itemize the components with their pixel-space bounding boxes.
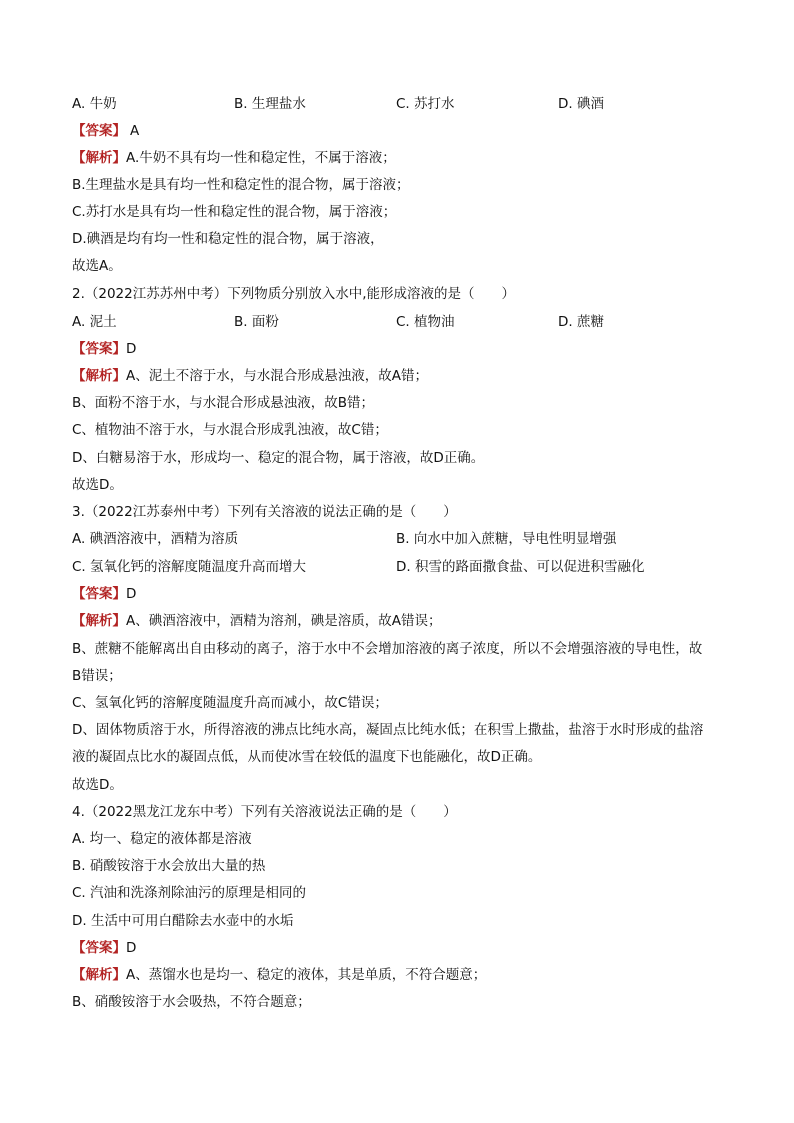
- q1-explanation-line: D.碘酒是均有均一性和稳定性的混合物，属于溶液，: [72, 231, 384, 247]
- q2-answer: [72, 340, 136, 358]
- q4-stem: 4.（2022黑龙江龙东中考）下列有关溶液说法正确的是（ ）: [72, 804, 457, 820]
- answer-value: D: [126, 940, 137, 956]
- explanation-text: A.牛奶不具有均一性和稳定性，不属于溶液；: [126, 150, 396, 166]
- q1-option-d: D. 碘酒: [558, 96, 604, 112]
- explanation-text: A、碘酒溶液中，酒精为溶剂，碘是溶质，故A错误；: [126, 613, 442, 629]
- q1-explanation-line: C.苏打水是具有均一性和稳定性的混合物，属于溶液；: [72, 204, 397, 220]
- q4-option-d: D. 生活中可用白醋除去水壶中的水垢: [72, 913, 294, 929]
- answer-value: D: [126, 341, 137, 357]
- explanation-text: A、泥土不溶于水，与水混合形成悬浊液，故A错；: [126, 368, 428, 384]
- q4-explanation-line: [72, 966, 486, 984]
- answer-label: 【答案】: [72, 940, 126, 956]
- q1-options: [72, 95, 722, 113]
- q2-explanation-line: C、植物油不溶于水，与水混合形成乳浊液，故C错；: [72, 422, 388, 438]
- answer-label: 【答案】: [72, 586, 126, 602]
- q4-answer: [72, 939, 136, 957]
- answer-label: 【答案】: [72, 123, 126, 139]
- q3-options-row2: [72, 558, 722, 576]
- q1-option-b: B. 生理盐水: [234, 96, 306, 112]
- q3-explanation-line: C、氢氧化钙的溶解度随温度升高而减小，故C错误；: [72, 695, 388, 711]
- q4-option-b: B. 硝酸铵溶于水会放出大量的热: [72, 858, 266, 874]
- q3-option-d: D. 积雪的路面撒食盐、可以促进积雪融化: [396, 559, 645, 575]
- q3-option-c: C. 氢氧化钙的溶解度随温度升高而增大: [72, 559, 307, 575]
- q2-option-c: C. 植物油: [396, 314, 455, 330]
- q2-explanation-line: B、面粉不溶于水，与水混合形成悬浊液，故B错；: [72, 395, 375, 411]
- q1-option-a: A. 牛奶: [72, 96, 117, 112]
- q3-explanation-line: B、蔗糖不能解离出自由移动的离子，溶于水中不会增加溶液的离子浓度，所以不会增强溶液的导电性，故: [72, 641, 703, 657]
- answer-value: D: [126, 586, 137, 602]
- q2-stem: 2.（2022江苏苏州中考）下列物质分别放入水中,能形成溶液的是（ ）: [72, 286, 516, 302]
- q3-explanation-line: D、固体物质溶于水，所得溶液的沸点比纯水高，凝固点比纯水低；在积雪上撒盐，盐溶于水时形成的盐溶: [72, 722, 704, 738]
- q1-explanation-line: [72, 149, 396, 167]
- q2-option-a: A. 泥土: [72, 314, 117, 330]
- explanation-label: 【解析】: [72, 150, 126, 166]
- q3-conclusion: 故选D。: [72, 777, 123, 793]
- q4-option-c: C. 汽油和洗涤剂除油污的原理是相同的: [72, 885, 307, 901]
- explanation-text: A、蒸馏水也是均一、稳定的液体，其是单质，不符合题意；: [126, 967, 487, 983]
- answer-label: 【答案】: [72, 341, 126, 357]
- q1-option-c: C. 苏打水: [396, 96, 455, 112]
- explanation-label: 【解析】: [72, 967, 126, 983]
- explanation-label: 【解析】: [72, 613, 126, 629]
- q2-conclusion: 故选D。: [72, 477, 123, 493]
- q2-explanation-line: D、白糖易溶于水，形成均一、稳定的混合物，属于溶液，故D正确。: [72, 450, 485, 466]
- q3-explanation-line: 液的凝固点比水的凝固点低，从而使冰雪在较低的温度下也能融化，故D正确。: [72, 749, 542, 765]
- explanation-label: 【解析】: [72, 368, 126, 384]
- q3-stem: 3.（2022江苏泰州中考）下列有关溶液的说法正确的是（ ）: [72, 504, 457, 520]
- q1-conclusion: 故选A。: [72, 258, 122, 274]
- q2-options: [72, 313, 722, 331]
- q3-option-b: B. 向水中加入蔗糖，导电性明显增强: [396, 531, 617, 547]
- q2-explanation-line: [72, 367, 428, 385]
- q4-option-a: A. 均一、稳定的液体都是溶液: [72, 831, 252, 847]
- q3-explanation-line: B错误；: [72, 668, 122, 684]
- q3-answer: [72, 585, 136, 603]
- q3-explanation-line: [72, 612, 441, 630]
- answer-value: A: [130, 123, 140, 139]
- q2-option-b: B. 面粉: [234, 314, 279, 330]
- q1-answer: [72, 122, 139, 140]
- q1-explanation-line: B.生理盐水是具有均一性和稳定性的混合物，属于溶液；: [72, 177, 410, 193]
- q2-option-d: D. 蔗糖: [558, 314, 604, 330]
- q3-option-a: A. 碘酒溶液中，酒精为溶质: [72, 531, 239, 547]
- q4-explanation-line: B、硝酸铵溶于水会吸热，不符合题意；: [72, 994, 311, 1010]
- q3-options-row1: [72, 530, 722, 548]
